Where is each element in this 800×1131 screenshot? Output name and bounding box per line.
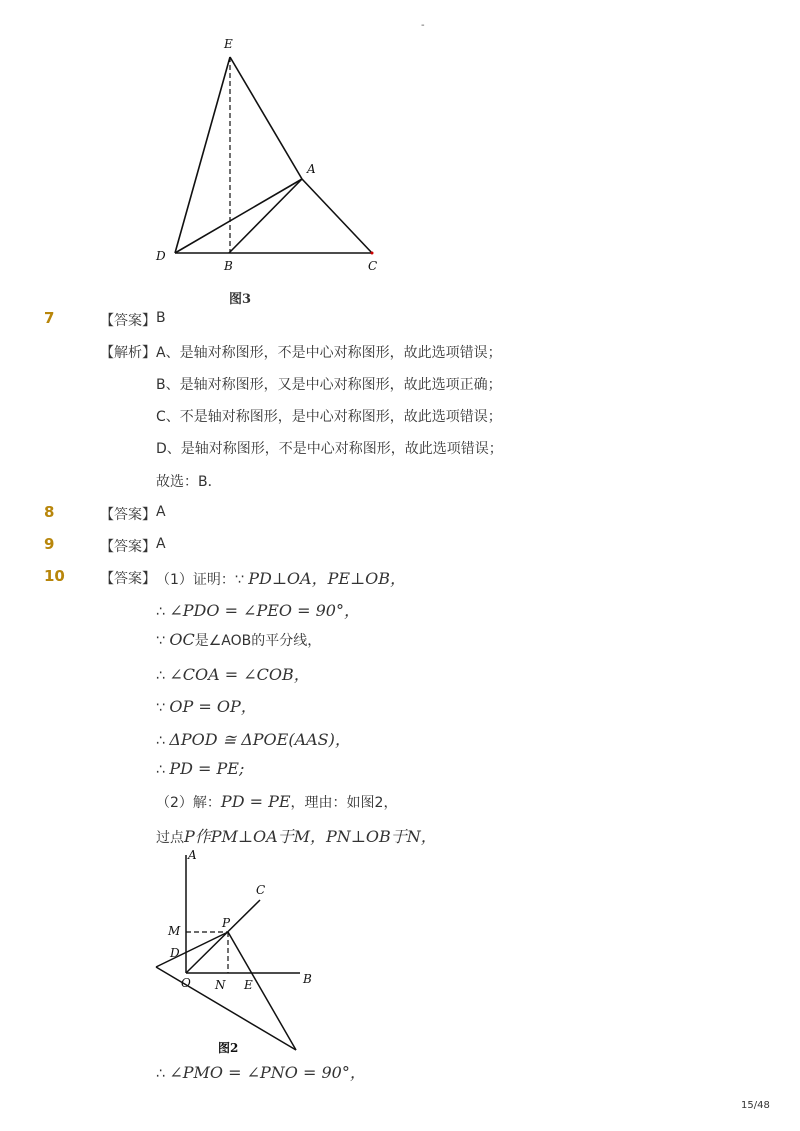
label-D: D xyxy=(156,249,166,263)
q10-line-1-math: PD⊥OA，PE⊥OB， xyxy=(248,569,406,588)
q10-line-3-suffix: 是∠AOB的平分线， xyxy=(194,633,322,649)
page-number: 15/48 xyxy=(741,1100,770,1111)
q10-line-6-math: ΔPOD ≅ ΔPOE(AAS)， xyxy=(169,730,351,749)
label-P: P xyxy=(222,916,231,930)
segment-base xyxy=(156,967,296,1050)
q10-line-8-prefix: （2）解： xyxy=(156,795,221,811)
label-C: C xyxy=(256,883,266,897)
question-7-number: 7 xyxy=(44,309,55,327)
q10-line-9-prefix: 过点 xyxy=(156,830,184,846)
segment-AC xyxy=(302,179,372,253)
figure-2-caption: 图2 xyxy=(218,1041,239,1055)
question-9-number: 9 xyxy=(44,535,55,553)
q10-line-4 xyxy=(156,662,310,685)
q10-line-5 xyxy=(156,694,257,717)
q10-line-3 xyxy=(156,630,321,650)
q10-line-4-prefix: ∴ xyxy=(156,668,170,684)
segment-DA xyxy=(175,179,302,253)
label-E: E xyxy=(224,37,233,51)
q7-answer-tag: 【答案】 xyxy=(100,313,156,329)
q10-line-9 xyxy=(156,824,437,847)
q10-line-7 xyxy=(156,759,244,778)
label-B: B xyxy=(303,972,312,986)
q7-analysis-line-2: B、是轴对称图形，又是中心对称图形，故此选项正确； xyxy=(156,377,502,393)
q10-final-line xyxy=(156,1060,366,1083)
label-N: N xyxy=(215,978,226,992)
segment-PE-extended xyxy=(228,932,296,1050)
q9-answer: A xyxy=(156,536,166,552)
q10-line-9-suffix: 作PM⊥OA于M，PN⊥OB于N， xyxy=(194,827,437,846)
q7-answer: B xyxy=(156,310,166,326)
label-A: A xyxy=(188,848,197,862)
q10-line-9-math: P xyxy=(184,827,195,846)
q7-analysis-tag: 【解析】 xyxy=(100,345,156,361)
q10-answer-tag: 【答案】 xyxy=(100,571,156,587)
q7-analysis-line-4: D、是轴对称图形，不是中心对称图形，故此选项错误； xyxy=(156,441,503,457)
q10-line-7-math: PD = PE; xyxy=(169,759,245,778)
q10-final-line-prefix: ∴ xyxy=(156,1066,170,1082)
q10-line-3-prefix: ∵ xyxy=(156,633,170,649)
q10-line-6-prefix: ∴ xyxy=(156,733,170,749)
q10-line-3-math: OC xyxy=(169,630,195,649)
q10-line-5-prefix: ∵ xyxy=(156,700,170,716)
figure-2-diagram xyxy=(148,845,328,1060)
segment-ED xyxy=(175,57,230,253)
label-A: A xyxy=(307,162,316,176)
q10-line-8-suffix: ，理由：如图2， xyxy=(290,795,398,811)
q10-final-line-math: ∠PMO = ∠PNO = 90°， xyxy=(169,1063,366,1082)
segment-EA xyxy=(230,57,302,179)
q9-answer-tag: 【答案】 xyxy=(100,539,156,555)
q10-line-8 xyxy=(156,792,397,812)
q7-analysis-line-1: A、是轴对称图形，不是中心对称图形，故此选项错误； xyxy=(156,345,502,361)
q10-line-5-math: OP = OP， xyxy=(169,697,257,716)
top-mark: - xyxy=(421,20,425,31)
q10-line-4-math: ∠COA = ∠COB， xyxy=(169,665,310,684)
q10-line-2-prefix: ∴ xyxy=(156,604,170,620)
q10-line-1-prefix: （1）证明：∵ xyxy=(156,572,249,588)
segment-PD-extended xyxy=(156,932,228,967)
q7-analysis-line-3: C、不是轴对称图形，是中心对称图形，故此选项错误； xyxy=(156,409,502,425)
ray-OC xyxy=(186,900,260,973)
q8-answer-tag: 【答案】 xyxy=(100,507,156,523)
label-E: E xyxy=(244,978,253,992)
q7-conclusion: 故选：B． xyxy=(156,474,222,490)
q10-line-2 xyxy=(156,598,360,621)
q10-line-1 xyxy=(156,566,406,589)
q10-line-7-prefix: ∴ xyxy=(156,762,170,778)
label-O: O xyxy=(181,976,191,990)
q10-line-6 xyxy=(156,727,351,750)
q10-line-8-math: PD = PE xyxy=(220,792,291,811)
question-8-number: 8 xyxy=(44,503,55,521)
label-D: D xyxy=(170,946,180,960)
q10-line-2-math: ∠PDO = ∠PEO = 90°， xyxy=(169,601,360,620)
label-B: B xyxy=(224,259,233,273)
figure-3-diagram xyxy=(150,35,390,275)
question-10-number: 10 xyxy=(44,567,65,585)
q8-answer: A xyxy=(156,504,166,520)
figure-3-caption: 图3 xyxy=(229,292,252,307)
label-M: M xyxy=(168,924,181,938)
label-C: C xyxy=(368,259,378,273)
point-C-marker xyxy=(371,252,374,255)
